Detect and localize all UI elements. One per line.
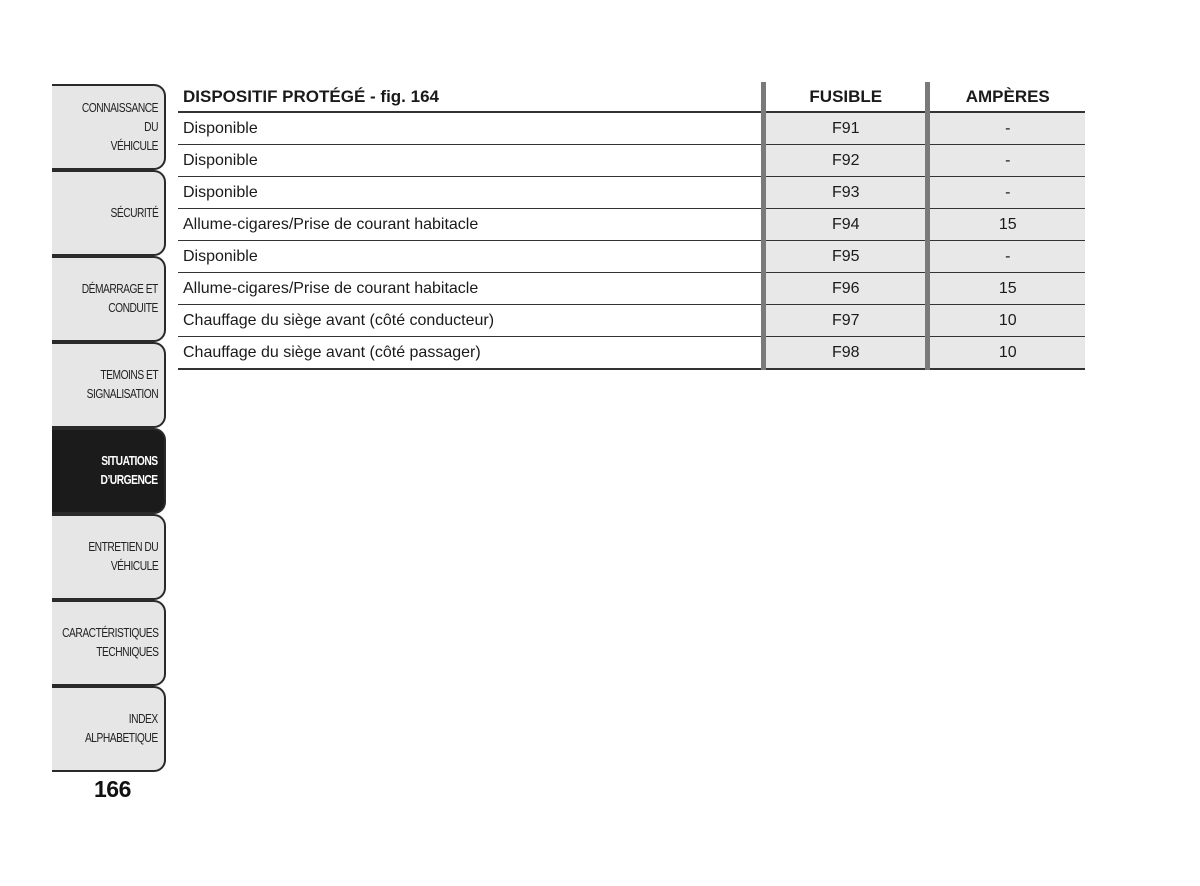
tab-caracteristiques-techniques[interactable] [52, 600, 166, 686]
device-cell: Disponible [178, 241, 764, 273]
amperes-cell: 15 [928, 273, 1085, 305]
header-fuse: FUSIBLE [764, 82, 928, 112]
fuse-table [178, 82, 1085, 370]
fuse-cell: F91 [764, 112, 928, 145]
tab-situations-d-urgence[interactable] [52, 428, 166, 514]
table-row [178, 177, 1085, 209]
tab-label: INDEX ALPHABETIQUE [85, 712, 158, 745]
amperes-cell: - [928, 241, 1085, 273]
table-row [178, 112, 1085, 145]
table-row [178, 337, 1085, 370]
header-protected-device: DISPOSITIF PROTÉGÉ - fig. 164 [178, 82, 764, 112]
table-row [178, 145, 1085, 177]
device-cell: Disponible [178, 177, 764, 209]
table-row [178, 241, 1085, 273]
tab-label: CONNAISSANCE DU VÉHICULE [81, 100, 158, 153]
table-row [178, 273, 1085, 305]
amperes-cell: 10 [928, 337, 1085, 370]
page-number: 166 [94, 776, 131, 802]
tab-label: TEMOINS ET SIGNALISATION [86, 368, 158, 401]
tab-securite[interactable] [52, 170, 166, 256]
table-row [178, 305, 1085, 337]
chapter-tabs [52, 84, 166, 772]
device-cell: Chauffage du siège avant (côté passager) [178, 337, 764, 370]
device-cell: Chauffage du siège avant (côté conducteur) [178, 305, 764, 337]
amperes-cell: 10 [928, 305, 1085, 337]
tab-label: SITUATIONS D’URGENCE [100, 454, 158, 487]
table-row [178, 209, 1085, 241]
amperes-cell: - [928, 112, 1085, 145]
tab-label: ENTRETIEN DU VÉHICULE [88, 540, 158, 573]
amperes-cell: 15 [928, 209, 1085, 241]
tab-entretien-du-vehicule[interactable] [52, 514, 166, 600]
device-cell: Disponible [178, 112, 764, 145]
table-header-row [178, 82, 1085, 112]
fuse-cell: F93 [764, 177, 928, 209]
amperes-cell: - [928, 177, 1085, 209]
device-cell: Disponible [178, 145, 764, 177]
fuse-cell: F96 [764, 273, 928, 305]
device-cell: Allume-cigares/Prise de courant habitacle [178, 209, 764, 241]
tab-label: SÉCURITÉ [110, 205, 158, 220]
tab-demarrage-et-conduite[interactable] [52, 256, 166, 342]
tab-connaissance-du-vehicule[interactable] [52, 84, 166, 170]
fuse-cell: F95 [764, 241, 928, 273]
tab-index-alphabetique[interactable] [52, 686, 166, 772]
tab-temoins-et-signalisation[interactable] [52, 342, 166, 428]
fuse-cell: F92 [764, 145, 928, 177]
device-cell: Allume-cigares/Prise de courant habitacle [178, 273, 764, 305]
fuse-cell: F97 [764, 305, 928, 337]
header-amperes: AMPÈRES [928, 82, 1085, 112]
fuse-cell: F94 [764, 209, 928, 241]
fuse-cell: F98 [764, 337, 928, 370]
amperes-cell: - [928, 145, 1085, 177]
tab-label: DÉMARRAGE ET CONDUITE [81, 282, 158, 315]
tab-label: CARACTÉRISTIQUES TECHNIQUES [61, 626, 158, 659]
